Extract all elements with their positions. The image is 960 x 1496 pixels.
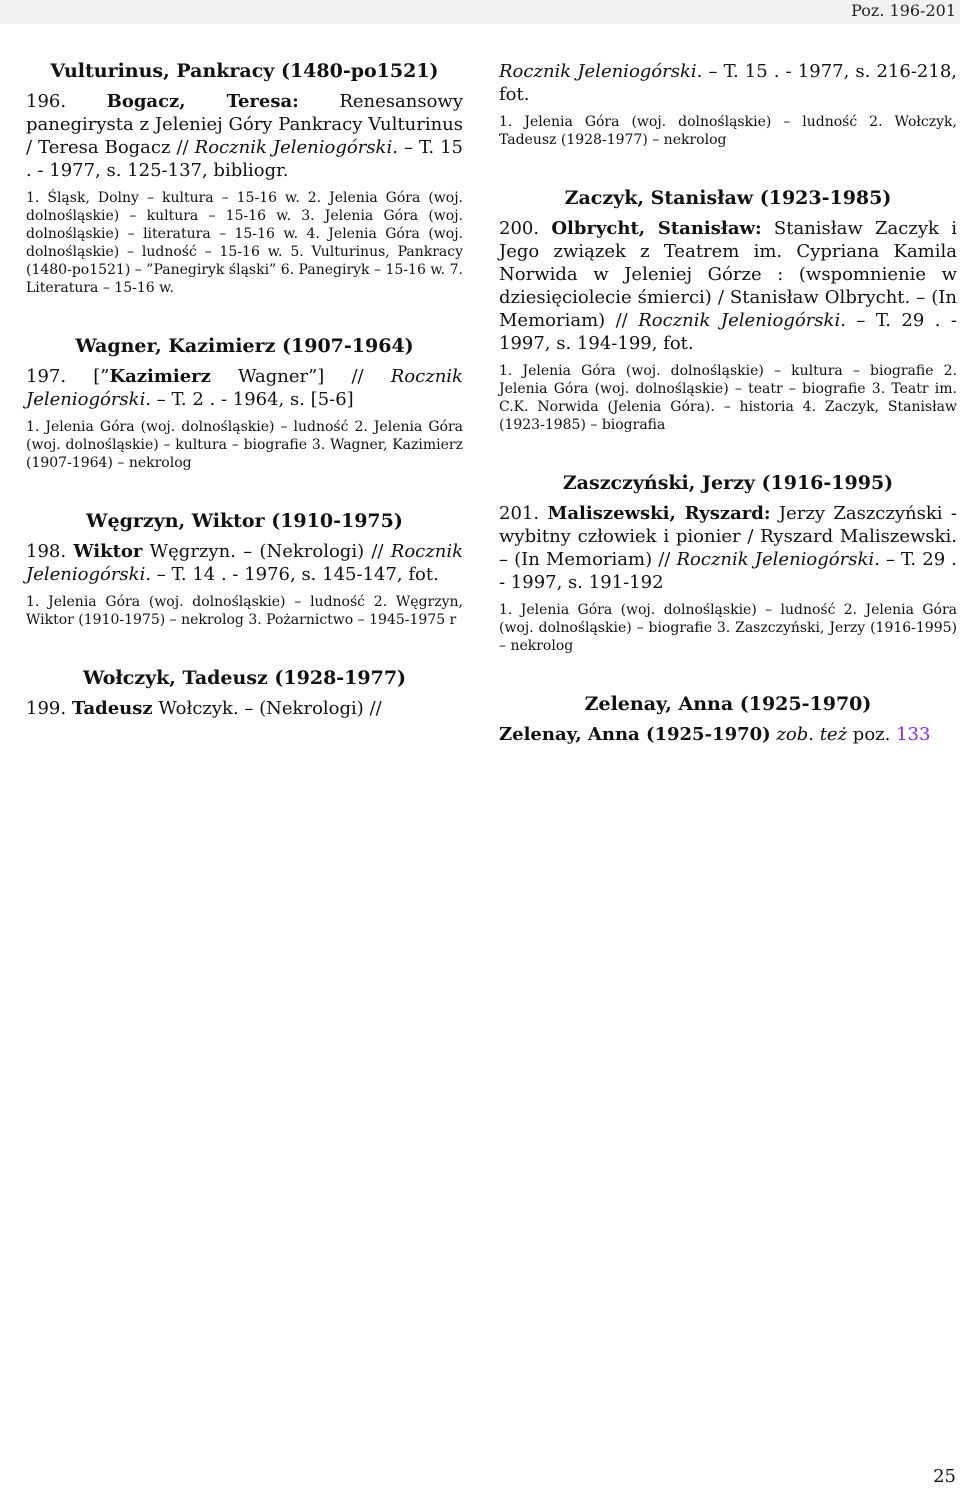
entry-number: 197. <box>26 366 67 387</box>
entry-keywords: 1. Jelenia Góra (woj. dolnośląskie) – ludność 2. Jelenia Góra (woj. dolnośląskie) – kultura – biografie 3. Wagner, Kazimierz (1907-1964) – nekrolog <box>26 419 463 471</box>
entry-number: 199. <box>26 698 67 719</box>
entry-journal: Rocznik Jeleniogórski. <box>499 61 703 82</box>
entry-author: Bogacz, Teresa: <box>106 91 299 112</box>
entry-number: 201. <box>499 503 540 524</box>
cross-reference <box>499 723 957 746</box>
entry-number: 200. <box>499 218 540 239</box>
entry-journal: Rocznik Jeleniogórski. <box>26 541 463 585</box>
entry-details: – T. 15 . - 1977, s. 125-137, bibliogr. <box>26 137 463 181</box>
section-heading: Vulturinus, Pankracy (1480-po1521) <box>50 60 439 82</box>
entry-title: Wagner”] // <box>238 366 364 387</box>
section-heading: Wołczyk, Tadeusz (1928-1977) <box>82 667 407 689</box>
entry-keywords: 1. Śląsk, Dolny – kultura – 15-16 w. 2. Jelenia Góra (woj. dolnośląskie) – kultura – 15-16 w. 3. Jelenia Góra (woj. dolnośląskie) – literatura – 15-16 w. 4. Jelenia Góra (woj. dolnośląskie) – ludność – 15-16 w. 5. Vulturinus, Pankracy (1480-po1521) – ”Panegiryk śląski” 6. Panegiryk – 15-16 w. 7. Literatura – 15-16 w. <box>26 190 463 296</box>
entry-journal: Rocznik Jeleniogórski. <box>638 310 846 331</box>
entry-author: Wiktor <box>73 541 143 562</box>
entry-details: – T. 29 . - 1997, s. 191-192 <box>499 549 957 593</box>
entry-201 <box>499 502 957 594</box>
cross-reference-poz: poz. <box>852 724 891 745</box>
cross-reference-link[interactable]: 133 <box>896 724 931 745</box>
entry-details: – T. 14 . - 1976, s. 145-147, fot. <box>156 564 439 585</box>
entry-title: Wołczyk. – (Nekrologi) // <box>158 698 382 719</box>
entry-keywords: 1. Jelenia Góra (woj. dolnośląskie) – kultura – biografie 2. Jelenia Góra (woj. dolnośląskie) – teatr – biografie 3. Teatr im. C.K. Norwida (Jelenia Góra). – historia 4. Zaczyk, Stanisław (1923-1985) – biografia <box>499 363 957 433</box>
entry-title: Stanisław Zaczyk i Jego związek z Teatrem im. Cypriana Kamila Norwida w Jeleniej Górze : (wspomnienie w dziesięciolecie śmierci) / Stanisław Olbrycht. – (In Memoriam) // <box>499 218 957 331</box>
cross-reference-name: Zelenay, Anna (1925-1970) <box>499 724 771 745</box>
entry-author: Maliszewski, Ryszard: <box>547 503 771 524</box>
entry-journal: Rocznik Jeleniogórski. <box>676 549 880 570</box>
entry-details: – T. 29 . - 1997, s. 194-199, fot. <box>499 310 957 354</box>
entry-journal: Rocznik Jeleniogórski. <box>26 366 463 410</box>
entry-title: Węgrzyn. – (Nekrologi) // <box>149 541 384 562</box>
section-heading: Węgrzyn, Wiktor (1910-1975) <box>86 510 403 532</box>
left-column <box>26 60 463 720</box>
entry-keywords: 1. Jelenia Góra (woj. dolnośląskie) – ludność 2. Węgrzyn, Wiktor (1910-1975) – nekrolog 3. Pożarnictwo – 1945-1975 r <box>26 594 463 628</box>
entry-197 <box>26 365 463 411</box>
entry-199-continued <box>499 60 957 106</box>
right-column <box>499 60 957 746</box>
entry-title: Jerzy Zaszczyński - wybitny człowiek i pionier / Ryszard Maliszewski. – (In Memoriam) // <box>499 503 957 570</box>
entry-keywords: 1. Jelenia Góra (woj. dolnośląskie) – ludność 2. Wołczyk, Tadeusz (1928-1977) – nekrolog <box>499 114 957 148</box>
section-heading: Zaszczyński, Jerzy (1916-1995) <box>562 472 894 494</box>
entry-number: 196. <box>26 91 67 112</box>
page-number: 25 <box>933 1466 956 1487</box>
section-heading: Wagner, Kazimierz (1907-1964) <box>75 335 414 357</box>
entry-199 <box>26 697 463 720</box>
entry-198 <box>26 540 463 586</box>
entry-number: 198. <box>26 541 67 562</box>
entry-196 <box>26 90 463 182</box>
header-bar <box>0 0 960 24</box>
entry-keywords: 1. Jelenia Góra (woj. dolnośląskie) – ludność 2. Jelenia Góra (woj. dolnośląskie) – biografie 3. Zaszczyński, Jerzy (1916-1995) – nekrolog <box>499 602 957 654</box>
entry-journal: Rocznik Jeleniogórski. <box>194 137 398 158</box>
entry-author: Tadeusz <box>71 698 153 719</box>
section-heading: Zaczyk, Stanisław (1923-1985) <box>564 187 892 209</box>
entry-title: Renesansowy panegirysta z Jeleniej Góry Pankracy Vulturinus / Teresa Bogacz // <box>26 91 463 158</box>
entry-author: Olbrycht, Stanisław: <box>551 218 762 239</box>
entry-bracket: [” <box>93 366 110 387</box>
entry-details: – T. 15 . - 1977, s. 216-218, fot. <box>499 61 957 105</box>
entry-author: Kazimierz <box>109 366 211 387</box>
cross-reference-zob: zob. też <box>776 724 848 745</box>
entry-details: – T. 2 . - 1964, s. [5-6] <box>156 389 354 410</box>
section-heading: Zelenay, Anna (1925-1970) <box>584 693 872 715</box>
header-range: Poz. 196-201 <box>851 1 956 20</box>
entry-200 <box>499 217 957 355</box>
